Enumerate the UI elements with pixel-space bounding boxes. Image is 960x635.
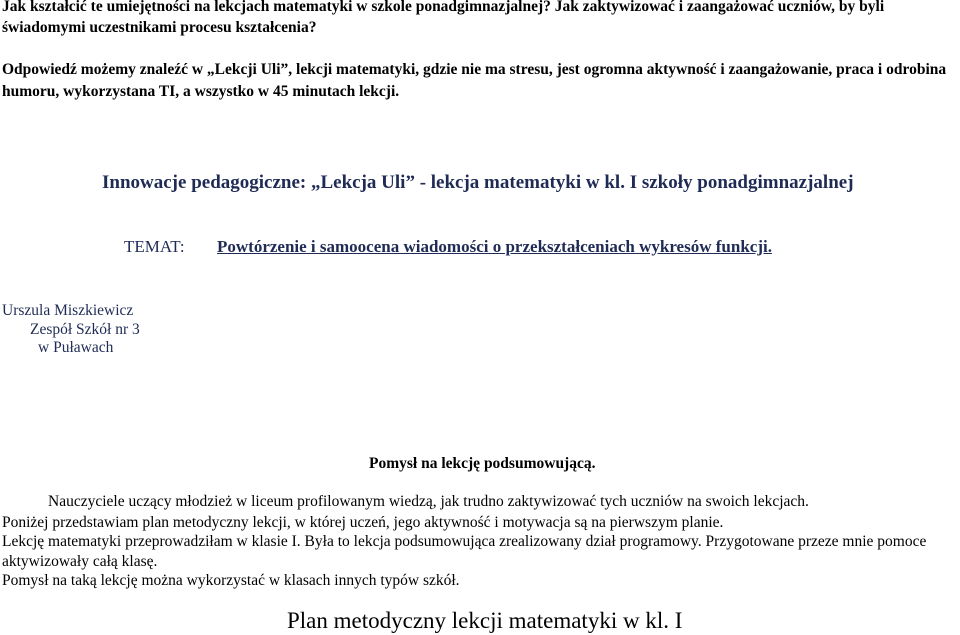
lesson-title: Innowacje pedagogiczne: „Lekcja Uli” - lekcja matematyki w kl. I szkoły ponadgimnazjalnej	[102, 172, 854, 193]
idea-heading: Pomysł na lekcję podsumowującą.	[369, 455, 596, 472]
paragraph-reuse: Pomysł na taką lekcję można wykorzystać w klasach innych typów szkół.	[2, 572, 460, 589]
answer-paragraph: Odpowiedź możemy znaleźć w „Lekcji Uli”, lekcji matematyki, gdzie nie ma stresu, jest ogromna aktywność i zaangażowanie, praca i odrobina humoru, wykorzystana TI, a wszystko w 45 minutach lekcji.	[2, 61, 947, 100]
intro-question: Jak kształcić te umiejętności na lekcjach matematyki w szkole ponadgimnazjalnej? Jak zaktywizować i zaangażować uczniów, by byli świadomymi uczestnikami procesu kształcenia?	[2, 0, 885, 36]
paragraph-lesson-class: Lekcję matematyki przeprowadziłam w klasie I. Była to lekcja podsumowująca zrealizowany dział programowy. Przygotowane przeze mnie pomoce aktywizowały całą klasę.	[2, 533, 927, 570]
plan-heading: Plan metodyczny lekcji matematyki w kl. I	[287, 608, 683, 633]
topic-label: TEMAT:	[124, 237, 185, 256]
author-city: w Puławach	[38, 339, 114, 356]
author-name: Urszula Miszkiewicz	[2, 302, 134, 319]
topic-text: Powtórzenie i samoocena wiadomości o przekształceniach wykresów funkcji.	[217, 237, 772, 256]
author-school: Zespół Szkół nr 3	[30, 321, 140, 338]
paragraph-plan-intro: Poniżej przedstawiam plan metodyczny lekcji, w której uczeń, jego aktywność i motywacja są na pierwszym planie.	[2, 514, 724, 531]
paragraph-teachers: Nauczyciele uczący młodzież w liceum profilowanym wiedzą, jak trudno zaktywizować tych uczniów na swoich lekcjach.	[48, 493, 809, 510]
